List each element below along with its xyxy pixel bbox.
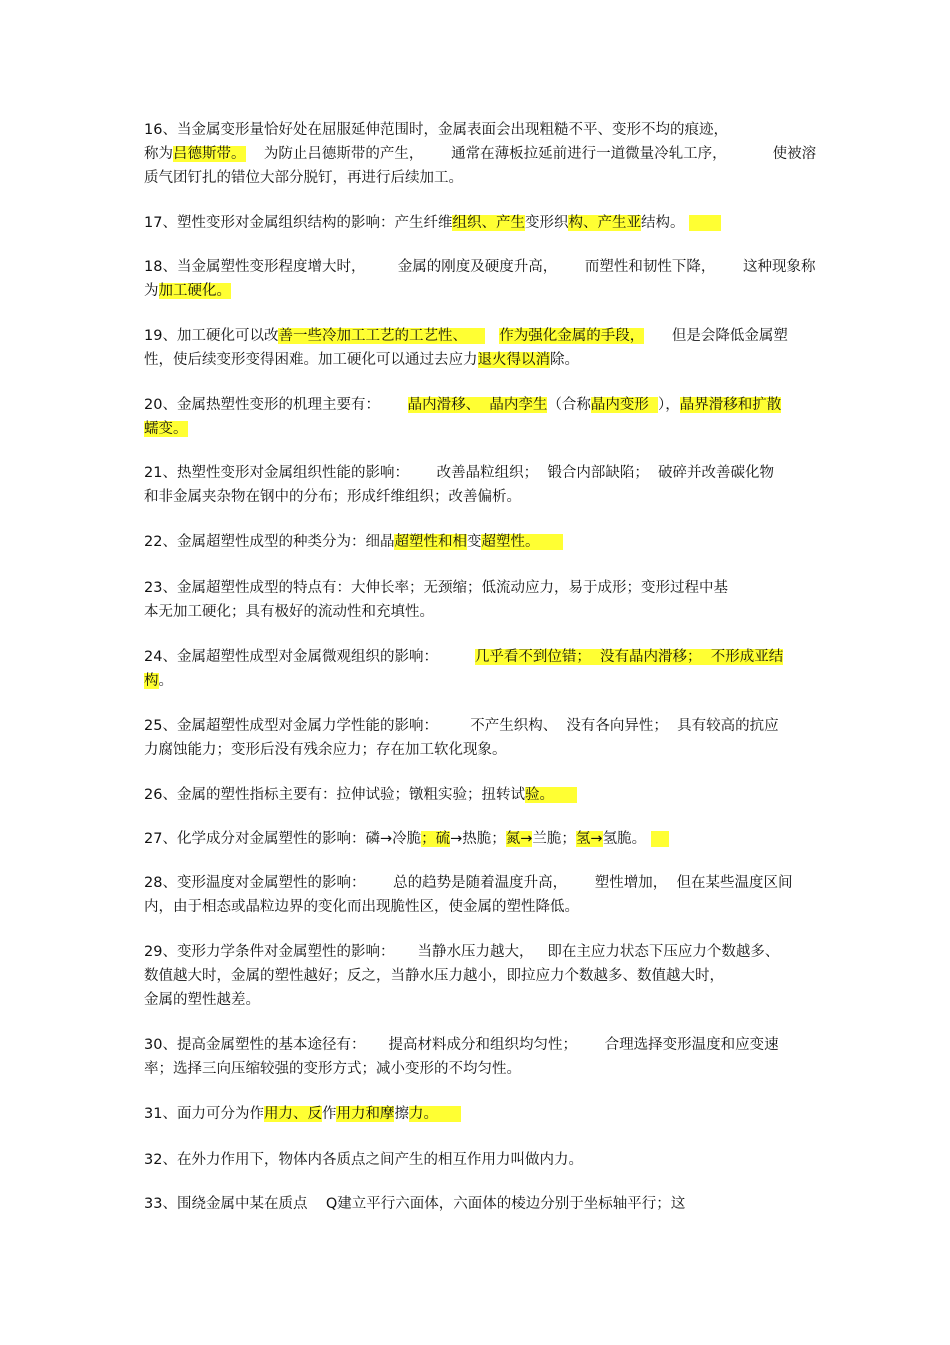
text-segment: 结构。 [640,215,690,231]
text-segment: →热脆； [450,831,506,847]
text-line [144,783,824,807]
text-line [144,255,824,279]
highlighted-text [689,215,721,231]
text-segment: 21、热塑性变形对金属组织性能的影响： 改善晶粒组织； 锻合内部缺陷； 破碎并改善碳化物 [144,465,775,481]
text-line [144,738,824,762]
text-segment: 。 [158,673,173,689]
text-segment: 质气团钉扎的错位大部分脱钉，再进行后续加工。 [144,170,463,186]
text-segment: 力腐蚀能力；变形后没有残余应力；存在加工软化现象。 [144,742,507,758]
text-segment: 除。 [550,352,579,368]
paragraph-item [144,1033,824,1081]
text-segment: 29、变形力学条件对金属塑性的影响： 当静水压力越大， 即在主应力状态下压应力个数越多、 [144,944,780,960]
paragraph-item [144,461,824,509]
paragraph-item [144,714,824,762]
paragraph-item [144,393,824,441]
text-line [144,827,824,851]
text-segment: 24、金属超塑性成型对金属微观组织的影响： [144,649,475,665]
text-segment: （合称 [547,397,591,413]
highlighted-text: 退火得以消 [477,352,550,368]
text-segment: 率；选择三向压缩较强的变形方式；减小变形的不均匀性。 [144,1061,521,1077]
text-segment: 32、在外力作用下，物体内各质点之间产生的相互作用力叫做内力。 [144,1152,583,1168]
text-line [144,871,824,895]
text-line [144,714,824,738]
highlighted-text: 超塑性。 [481,534,563,550]
text-line [144,1148,824,1172]
text-segment: 20、金属热塑性变形的机理主要有： [144,397,408,413]
highlighted-text: 用力、反 [263,1106,322,1122]
text-segment: 兰脆； [532,831,576,847]
text-segment: 变 [466,534,482,550]
highlighted-text [651,831,669,847]
text-segment: 性，使后续变形变得困难。加工硬化可以通过去应力 [144,352,478,368]
text-segment: 变形织 [524,215,569,231]
text-segment: 为 [144,283,159,299]
paragraph-item [144,783,824,807]
paragraph-item [144,827,824,851]
text-segment: 27、化学成分对金属塑性的影响：磷→冷脆 [144,831,422,847]
paragraph-item [144,255,824,303]
paragraph-item [144,645,824,693]
text-segment: 内，由于相态或晶粒边界的变化而出现脆性区，使金属的塑性降低。 [144,899,579,915]
text-segment: 氢脆。 [602,831,651,847]
text-segment: 16、当金属变形量恰好处在屈服延伸范围时，金属表面会出现粗糙不平、变形不均的痕迹， [144,122,728,138]
highlighted-text: 几乎看不到位错； 没有晶内滑移； 不形成亚结 [474,649,784,665]
text-line [144,393,824,417]
text-line [144,142,824,166]
paragraph-item [144,871,824,919]
text-segment: 22、金属超塑性成型的种类分为：细晶 [144,534,395,550]
text-line [144,895,824,919]
highlighted-text: 氢→ [575,831,603,847]
text-line [144,348,824,372]
text-segment: 金属的塑性越差。 [144,992,260,1008]
paragraph-item [144,211,824,235]
highlighted-text: 用力和摩 [336,1106,395,1122]
paragraph-item [144,1102,824,1126]
text-segment: 和非金属夹杂物在钢中的分布；形成纤维组织；改善偏析。 [144,489,521,505]
highlighted-text: 吕德斯带。 [173,146,246,162]
text-line [144,964,824,988]
text-line [144,166,824,190]
paragraph-item [144,940,824,1012]
text-line [144,600,824,624]
text-line [144,669,824,693]
highlighted-text: 构、产生亚 [568,215,641,231]
text-segment: 31、面力可分为作 [144,1106,264,1122]
highlighted-text: 作为强化金属的手段， [499,328,645,344]
highlighted-text: 晶界滑移和扩散 [679,397,782,413]
paragraph-item [144,324,824,372]
text-line [144,988,824,1012]
highlighted-text: 验。 [524,787,577,803]
text-line [144,530,824,554]
text-segment: 26、金属的塑性指标主要有：拉伸试验；镦粗实验；扭转试 [144,787,525,803]
highlighted-text: 晶内变形 [590,397,659,413]
highlighted-text: 加工硬化。 [158,283,231,299]
text-segment: 本无加工硬化；具有极好的流动性和充填性。 [144,604,434,620]
text-segment: 28、变形温度对金属塑性的影响： 总的趋势是随着温度升高， 塑性增加， 但在某些温度区间 [144,875,793,891]
text-segment: 23、金属超塑性成型的特点有：大伸长率；无颈缩；低流动应力，易于成形；变形过程中基 [144,580,728,596]
text-segment: 30、提高金属塑性的基本途径有： 提高材料成分和组织均匀性； 合理选择变形温度和应变速 [144,1037,779,1053]
text-line [144,645,824,669]
text-line [144,211,824,235]
text-line [144,940,824,964]
highlighted-text: 蠕变。 [144,421,188,437]
paragraph-item [144,1148,824,1172]
paragraph-item [144,118,824,190]
text-segment: 25、金属超塑性成型对金属力学性能的影响： 不产生织构、 没有各向异性； 具有较高的抗应 [144,718,779,734]
text-line [144,417,824,441]
text-line [144,576,824,600]
text-line [144,461,824,485]
text-line [144,1033,824,1057]
highlighted-text: 氮→ [505,831,533,847]
highlighted-text: ；硫 [421,831,451,847]
highlighted-text: 善一些冷加工工艺的工艺性、 [278,328,486,344]
text-line [144,279,824,303]
highlighted-text: 组织、产生 [452,215,525,231]
paragraph-item [144,530,824,554]
text-line [144,118,824,142]
text-segment: 19、加工硬化可以改 [144,328,279,344]
text-line [144,1102,824,1126]
text-line [144,485,824,509]
highlighted-text: 超塑性和相 [394,534,467,550]
text-line [144,324,824,348]
paragraph-item [144,576,824,624]
highlighted-text: 晶内滑移、 晶内孪生 [407,397,548,413]
text-segment: 为防止吕德斯带的产生， 通常在薄板拉延前进行一道微量冷轧工序， 使被溶 [245,146,817,162]
highlighted-text: 构 [144,673,159,689]
highlighted-text: 力。 [408,1106,461,1122]
text-segment [485,328,499,344]
text-segment: 擦 [394,1106,409,1122]
text-line [144,1057,824,1081]
text-segment: 称为 [144,146,173,162]
paragraph-item [144,1192,824,1216]
text-segment: 数值越大时，金属的塑性越好；反之，当静水压力越小，即拉应力个数越多、数值越大时， [144,968,724,984]
text-segment: 17、塑性变形对金属组织结构的影响：产生纤维 [144,215,453,231]
text-segment: ）， [658,397,680,413]
text-segment: 18、当金属塑性变形程度增大时， 金属的刚度及硬度升高， 而塑性和韧性下降， 这种现象称 [144,259,816,275]
text-segment: 33、围绕金属中某在质点 Q建立平行六面体，六面体的棱边分别于坐标轴平行；这 [144,1196,686,1212]
text-segment: 作 [321,1106,337,1122]
text-line [144,1192,824,1216]
text-segment: 但是会降低金属塑 [644,328,788,344]
